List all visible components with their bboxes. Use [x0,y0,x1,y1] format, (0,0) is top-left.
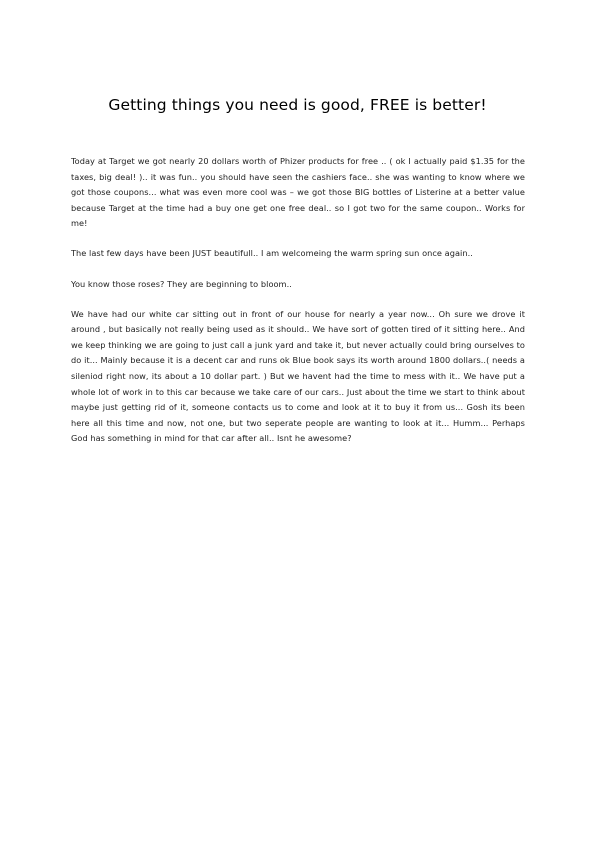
paragraph-white-car: We have had our white car sitting out in front of our house for nearly a year now... Oh sure we drove it around , but basically not really being used as it should.. We have sort of gotten tired of it sitting here.. And we keep thinking we are going to just call a junk yard and take it, but never actually could bring ourselves to do it... Mainly because it is a decent car and runs ok Blue book says its worth around 1800 dollars..( needs a sileniod right now, its about a 10 dollar part. ) But we havent had the time to mess with it.. We have put a whole lot of work in to this car because we take care of our cars.. Just about the time we start to think about maybe just getting rid of it, someone contacts us to come and look at it to buy it from us... Gosh its been here all this time and now, not one, but two seperate people are wanting to look at it... Humm... Perhaps God has something in mind for that car after all.. Isnt he awesome? [71,308,525,444]
paragraph-roses: You know those roses? They are beginning to bloom.. [71,278,292,289]
page-title: Getting things you need is good, FREE is better! [108,96,487,114]
paragraph-spring-weather: The last few days have been JUST beautifull.. I am welcomeing the warm spring sun once again.. [71,248,473,259]
paragraph-target-coupons: Today at Target we got nearly 20 dollars worth of Phizer products for free .. ( ok I actually paid $1.35 for the taxes, big deal! ).. it was fun.. you should have seen the cashiers face.. she was wanting to know where we got those coupons... what was even more cool was – we got those BIG bottles of Listerine at a better value because Target at the time had a buy one get one free deal.. so I got two for the same coupon.. Works for me! [71,156,525,229]
document-body [71,154,525,462]
